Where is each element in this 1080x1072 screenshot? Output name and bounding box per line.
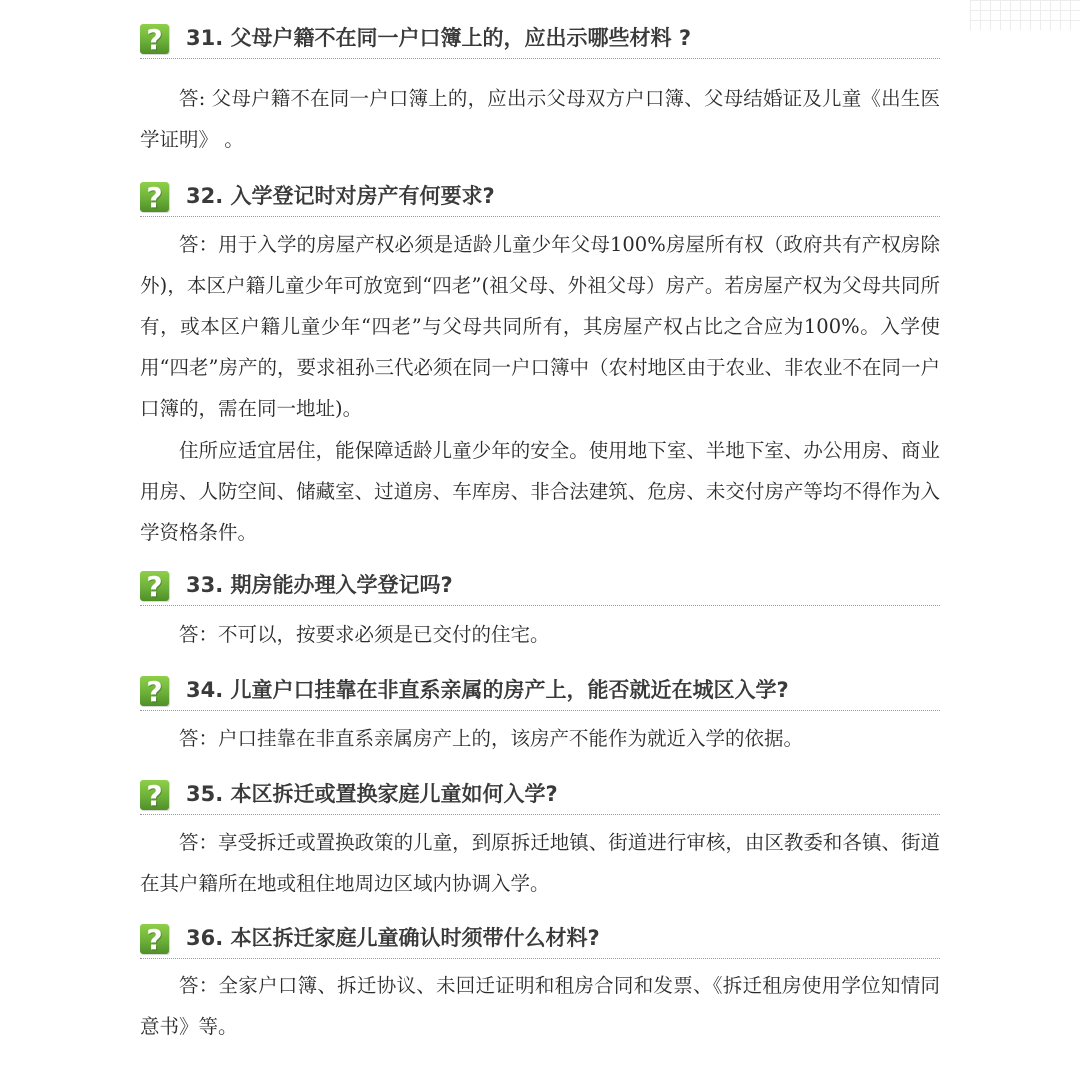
question-mark-icon: ? bbox=[140, 780, 169, 810]
answer-paragraph: 答：用于入学的房屋产权必须是适龄儿童少年父母100%房屋所有权（政府共有产权房除外)，本区户籍儿童少年可放宽到“四老”(祖父母、外祖父母）房产。若房屋产权为父母共同所有，或本区户籍儿童少年“四老”与父母共同所有，其房屋产权占比之合应为100%。入学使用“四老”房产的，要求祖孙三代必须在同一户口簿中（农村地区由于农业、非农业不在同一户口簿的，需在同一地址)。 bbox=[140, 233, 940, 420]
question-title: 36. 本区拆迁家庭儿童确认时须带什么材料? bbox=[186, 926, 600, 950]
question-mark-icon: ? bbox=[140, 182, 169, 212]
answer-paragraph: 住所应适宜居住，能保障适龄儿童少年的安全。使用地下室、半地下室、办公用房、商业用房、人防空间、储藏室、过道房、车库房、非合法建筑、危房、未交付房产等均不得作为入学资格条件。 bbox=[140, 439, 940, 544]
question-32 bbox=[140, 176, 940, 217]
question-header bbox=[140, 565, 940, 606]
question-36 bbox=[140, 918, 940, 959]
question-title: 34. 儿童户口挂靠在非直系亲属的房产上，能否就近在城区入学? bbox=[186, 678, 789, 702]
question-header bbox=[140, 176, 940, 217]
question-title: 32. 入学登记时对房产有何要求? bbox=[186, 184, 495, 208]
question-mark-icon: ? bbox=[140, 924, 169, 954]
question-title: 33. 期房能办理入学登记吗? bbox=[186, 573, 453, 597]
question-header bbox=[140, 18, 940, 59]
question-header bbox=[140, 670, 940, 711]
question-34 bbox=[140, 670, 940, 711]
answer-paragraph: 答：全家户口簿、拆迁协议、未回迁证明和租房合同和发票、《拆迁租房使用学位知情同意书》等。 bbox=[140, 974, 940, 1038]
answer-paragraph: 答：不可以，按要求必须是已交付的住宅。 bbox=[179, 623, 550, 646]
question-mark-icon: ? bbox=[140, 24, 169, 54]
answer-paragraph: 答：享受拆迁或置换政策的儿童，到原拆迁地镇、街道进行审核，由区教委和各镇、街道在其户籍所在地或租住地周边区域内协调入学。 bbox=[140, 831, 940, 895]
corner-grid-decoration bbox=[970, 0, 1080, 30]
question-title: 35. 本区拆迁或置换家庭儿童如何入学? bbox=[186, 782, 558, 806]
question-header bbox=[140, 918, 940, 959]
question-title: 31. 父母户籍不在同一户口簿上的，应出示哪些材料 ? bbox=[186, 26, 692, 50]
question-35 bbox=[140, 774, 940, 815]
question-mark-icon: ? bbox=[140, 571, 169, 601]
question-header bbox=[140, 774, 940, 815]
question-31 bbox=[140, 18, 940, 59]
question-mark-icon: ? bbox=[140, 676, 169, 706]
answer-paragraph: 答：户口挂靠在非直系亲属房产上的，该房产不能作为就近入学的依据。 bbox=[179, 727, 804, 750]
answer-paragraph: 答: 父母户籍不在同一户口簿上的，应出示父母双方户口簿、父母结婚证及儿童《出生医学证明》 。 bbox=[140, 87, 940, 151]
question-33 bbox=[140, 565, 940, 606]
